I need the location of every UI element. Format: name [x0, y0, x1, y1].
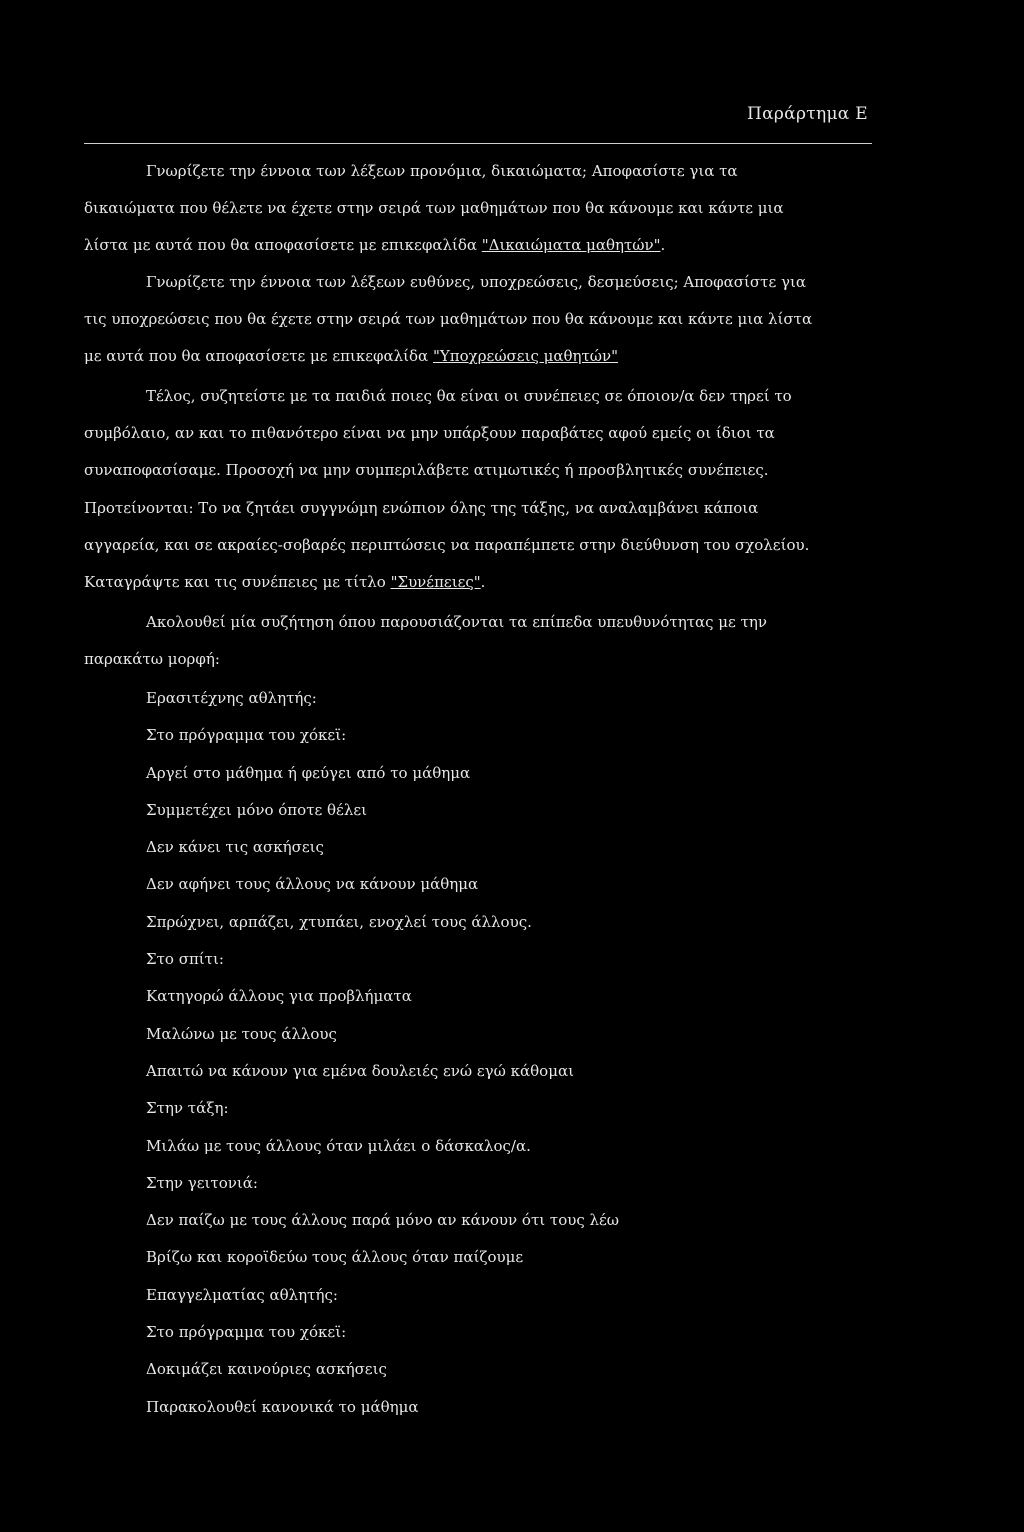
paragraph-line [84, 227, 884, 264]
list-item: Κατηγορώ άλλους για προβλήματα [146, 987, 412, 1006]
list-item: Ερασιτέχνης αθλητής: [146, 689, 317, 707]
list-item: Μιλάω με τους άλλους όταν μιλάει ο δάσκαλος/α. [146, 1136, 531, 1155]
list-item: Απαιτώ να κάνουν για εμένα δουλειές ενώ εγώ κάθομαι [146, 1061, 574, 1080]
text-segment: . [660, 236, 666, 254]
text-segment: λίστα με αυτά που θα αποφασίσετε με επικεφαλίδα [84, 236, 482, 254]
responsibility-levels-list [146, 680, 619, 1426]
paragraph-line: συναποφασίσαμε. Προσοχή να μην συμπεριλάβετε ατιμωτικές ή προσβλητικές συνέπειες. [84, 461, 769, 479]
paragraph-consequences [84, 378, 884, 489]
paragraph-line: αγγαρεία, και σε ακραίες-σοβαρές περιπτώσεις να παραπέμπετε στην διεύθυνση του σχολείου. [84, 536, 810, 554]
list-item: Δεν παίζω με τους άλλους παρά μόνο αν κάνουν ότι τους λέω [146, 1211, 620, 1230]
paragraph-line: Προτείνονται: Το να ζητάει συγγνώμη ενώπιον όλης της τάξης, να αναλαμβάνει κάποια [84, 499, 759, 517]
paragraph-obligations [84, 264, 884, 375]
list-item: Στην τάξη: [146, 1099, 229, 1118]
paragraph-line [84, 338, 884, 375]
paragraph-line: παρακάτω μορφή: [84, 650, 220, 668]
list-item: Στο πρόγραμμα του χόκεϊ: [146, 726, 347, 745]
paragraph-line: συμβόλαιο, αν και το πιθανότερο είναι να μην υπάρξουν παραβάτες αφού εμείς οι ίδιοι τα [84, 424, 775, 442]
list-item: Παρακολουθεί κανονικά το μάθημα [146, 1397, 419, 1416]
heading-consequences-link: "Συνέπειες" [390, 573, 481, 591]
paragraph-suggestions [84, 490, 884, 601]
list-item: Σπρώχνει, αρπάζει, χτυπάει, ενοχλεί τους άλλους. [146, 912, 532, 931]
paragraph-line: τις υποχρεώσεις που θα έχετε στην σειρά των μαθημάτων που θα κάνουμε και κάντε μια λίστα [84, 310, 813, 328]
text-segment: Καταγράψτε και τις συνέπειες με τίτλο [84, 573, 391, 591]
list-item: Στην γειτονιά: [146, 1173, 258, 1192]
paragraph-discussion [84, 604, 884, 678]
paragraph-line: Γνωρίζετε την έννοια των λέξεων προνόμια, δικαιώματα; Αποφασίστε για τα [146, 162, 738, 180]
paragraph-line: Τέλος, συζητείστε με τα παιδιά ποιες θα είναι οι συνέπειες σε όποιον/α δεν τηρεί το [146, 387, 792, 405]
paragraph-line: δικαιώματα που θέλετε να έχετε στην σειρά των μαθημάτων που θα κάνουμε και κάντε μια [84, 199, 784, 217]
list-item: Βρίζω και κοροϊδεύω τους άλλους όταν παίζουμε [146, 1248, 524, 1267]
list-item: Δεν αφήνει τους άλλους να κάνουν μάθημα [146, 875, 479, 894]
list-item: Συμμετέχει μόνο όποτε θέλει [146, 800, 367, 819]
page-header-title: Παράρτημα Ε [746, 104, 868, 124]
list-item: Επαγγελματίας αθλητής: [146, 1285, 338, 1304]
paragraph-rights [84, 153, 884, 264]
list-item: Στο σπίτι: [146, 950, 224, 969]
paragraph-line [84, 564, 884, 601]
list-item: Αργεί στο μάθημα ή φεύγει από το μάθημα [146, 763, 471, 782]
text-segment: με αυτά που θα αποφασίσετε με επικεφαλίδα [84, 347, 433, 365]
heading-obligations-link: "Υποχρεώσεις μαθητών" [432, 347, 619, 365]
heading-rights-link: "Δικαιώματα μαθητών" [481, 236, 661, 254]
header-divider [84, 143, 872, 144]
paragraph-line: Ακολουθεί μία συζήτηση όπου παρουσιάζονται τα επίπεδα υπευθυνότητας με την [146, 613, 767, 631]
text-segment: . [480, 573, 486, 591]
list-item: Δεν κάνει τις ασκήσεις [146, 838, 324, 857]
paragraph-line: Γνωρίζετε την έννοια των λέξεων ευθύνες, υποχρεώσεις, δεσμεύσεις; Αποφασίστε για [146, 273, 806, 291]
list-item: Μαλώνω με τους άλλους [146, 1024, 337, 1043]
list-item: Στο πρόγραμμα του χόκεϊ: [146, 1323, 347, 1342]
list-item: Δοκιμάζει καινούριες ασκήσεις [146, 1360, 387, 1379]
